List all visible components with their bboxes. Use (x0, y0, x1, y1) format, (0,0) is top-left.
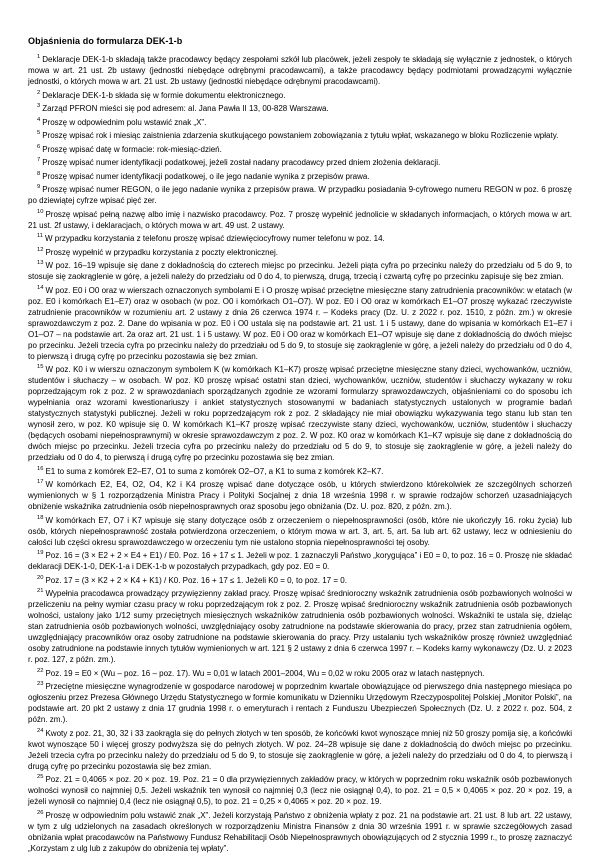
note-number: 9 (37, 184, 41, 191)
note-number: 24 (37, 727, 44, 734)
note-number: 13 (37, 260, 44, 267)
note-number: 10 (37, 208, 44, 215)
footnote (28, 515, 572, 548)
footnote (28, 668, 572, 679)
note-text: Poz. 19 = E0 × (Wu – poz. 16 – poz. 17). Wu = 0,01 w latach 2001–2004, Wu = 0,02 w roku 2005 oraz w latach następnych. (45, 668, 485, 678)
note-text: Deklaracje DEK-1-b składają także pracodawcy będący zespołami szkół lub placówek, jeżeli zespoły te składają się wyłącznie z jednostek, o których mowa w art. 21 ust. 2b ustawy (jednostki niebędące odrębnymi pracodawcami), a także pracodawcy będący podmiotami prowadzącymi wyłącznie jednostki, o których mowa w art. 21 ust. 2b ustawy (jednostki niebędące odrębnymi pracodawcami). (28, 55, 572, 86)
note-text: W przypadku korzystania z telefonu proszę wpisać dziewięciocyfrowy numer telefonu w poz. 14. (45, 234, 385, 243)
footnote (28, 184, 572, 206)
note-text: Proszę wpisać pełną nazwę albo imię i nazwisko pracodawcy. Poz. 7 proszę wypełnić jednolicie w składanych informacjach, o których mowa w art. 21 ust. 2f ustawy, i deklaracjach, o których mowa w art. 49 ust. 2 ustawy. (28, 209, 572, 230)
note-text: W poz. E0 i O0 oraz w wierszach oznaczonych symbolami E i O proszę wpisać przeciętne miesięczne stany zatrudnienia pracowników: w etatach (w poz. E0 i komórkach E1–E7) oraz w osobach (w poz. O0 i komórkach O1–O7). W poz. E0 i O0 oraz w komórkach E1–O7 proszę wykazać rzeczywiste zatrudnienie pracowników w rozumieniu art. 2 ustawy z dnia 26 czerwca 1974 r. – Kodeks pracy (Dz. U. z 2022 r. poz. 1510, z późn. zm.) w okresie sprawozdawczym z poz. 2. Dane do wpisania w poz. E0 i O0 ustala się na podstawie art. 21 ust. 1 i 5 ustawy, dane do wpisania w komórkach E1–E7 i O1–O7 – na podstawie art. 2a oraz art. 21 ust. 1 i 5 ustawy. W poz. E0 i O0 oraz w komórkach E1–O7 wpisuje się dane z dokładnością do dwóch miejsc po przecinku. Jeżeli trzecia cyfra po przecinku należy do przedziału od 5 do 9, to stosuje się zaokrąglenie w górę, a jeżeli należy do przedziału od 0 do 4, to pierwszą i drugą cyfrę po przecinku pozostawia się bez zmian. (28, 285, 572, 361)
footnote (28, 90, 572, 101)
note-number: 8 (37, 170, 41, 177)
note-number: 14 (37, 284, 44, 291)
note-number: 23 (37, 681, 44, 688)
footnote (28, 681, 572, 725)
note-text: Proszę wpisać numer identyfikacji podatkowej, o ile jego nadanie wynika z przepisów prawa. (42, 171, 370, 181)
footnote (28, 103, 572, 114)
note-text: Proszę w odpowiednim polu wstawić znak „X”. Jeżeli korzystają Państwo z obniżenia wpłaty z poz. 21 na podstawie art. 21 ust. 8 lub art. 22 ustawy, w tym z ulg udzielonych na zasadach określonych w rozporządzeniu Ministra Finansów z dnia 30 września 1991 r. w sprawie szczegółowych zasad obniżania wpłat pracodawców na Państwowy Fundusz Rehabilitacji Osób Niepełnosprawnych obowiązujących od 2 stycznia 1999 r., to proszę zaznaczyć „Korzystam z ulg lub z zakupów do obniżenia tej wpłaty”. (28, 810, 572, 853)
note-text: Proszę wpisać datę w formacie: rok-miesiąc-dzień. (42, 144, 222, 154)
note-text: Zarząd PFRON mieści się pod adresem: al. Jana Pawła II 13, 00-828 Warszawa. (42, 104, 329, 113)
notes-list (28, 54, 572, 854)
note-text: Poz. 21 = 0,4065 × poz. 20 × poz. 19. Poz. 21 = 0 dla przywięziennych zakładów pracy, w których w poprzednim roku wskaźnik osób pozbawionych wolności wynosił co najmniej 0,5. Jeżeli wskaźnik ten wynosił co najmniej 0,3 (lecz nie osiągnął 0,4), to poz. 21 = 0,5 × 0,4065 × poz. 20 × poz. 19, a jeżeli wynosił co najmniej 0,4 (lecz nie osiągnął 0,5), to poz. 21 = 0,25 × 0,4065 × poz. 20 × poz. 19. (28, 775, 572, 806)
note-number: 11 (37, 233, 44, 240)
footnote (28, 774, 572, 807)
footnote (28, 130, 572, 141)
note-text: Wypełnia pracodawca prowadzący przywięzienny zakład pracy. Proszę wpisać średnioroczny wskaźnik zatrudnienia osób pozbawionych wolności w przeliczeniu na pełny wymiar czasu pracy w roku poprzedzającym rok z poz. 2. Proszę wpisać średnioroczny wskaźnik zatrudnienia osób pozbawionych wolności, ustalony jako 1/12 sumy przeciętnych miesięcznych wskaźników zatrudnienia osób pozbawionych wolności. Wskaźniki te ustala się, dzieląc stan zatrudnienia osób pozbawionych wolności, uwzględniający osoby zatrudnione na podstawie skierowania do pracy, przez stan zatrudnienia ogółem, uwzględniający pracowników oraz osoby zatrudnione na podstawie skierowania do pracy. Przy ustalaniu tych wskaźników proszę również uwzględniać osoby zatrudnione na podstawie innych tytułów wymienionych w art. 121 § 2 ustawy z dnia 6 czerwca 1997 r. – Kodeks karny wykonawczy (Dz. U. z 2023 r. poz. 127, z późn. zm.). (28, 589, 572, 664)
footnote (28, 209, 572, 231)
note-text: W poz. K0 i w wierszu oznaczonym symbolem K (w komórkach K1–K7) proszę wpisać przeciętne miesięczne stany dzieci, wychowanków, uczniów, studentów i słuchaczy – w osobach. W poz. K0 proszę wpisać ostatni stan dzieci, wychowanków, uczniów, studentów i słuchaczy wykazany w roku poprzedzającym rok z poz. 2 w sprawozdaniach sporządzanych zgodnie ze wzorami formularzy sprawozdawczych, objaśnieniami co do sposobu ich wypełniania oraz wzorami kwestionariuszy i ankiet statystycznych stosowanymi w badaniach statystycznych ustalonych w programie badań statystycznych statystyki publicznej. Jeżeli w roku poprzedzającym rok z poz. 2 składający nie miał obowiązku wykazywania tego stanu lub stan ten wynosił zero, w poz. K0 wpisuje się 0. W komórkach K1–K7 proszę wpisać rzeczywiste stany dzieci, wychowanków, uczniów, studentów i słuchaczy (będących osobami niepełnosprawnymi) w okresie sprawozdawczym z poz. 2. W poz. K0 oraz w komórkach K1–K7 wpisuje się dane z dokładnością do dwóch miejsc po przecinku. Jeżeli trzecia cyfra po przecinku należy do przedziału od 5 do 9, to stosuje się zaokrąglenie w górę, a jeżeli należy do przedziału od 0 do 4, to pierwszą i drugą cyfrę po przecinku pozostawia się bez zmian. (28, 365, 572, 462)
footnote (28, 157, 572, 168)
note-number: 7 (37, 157, 41, 164)
note-text: Proszę wypełnić w przypadku korzystania z poczty elektronicznej. (45, 247, 278, 257)
footnote (28, 171, 572, 182)
note-number: 3 (37, 103, 41, 110)
page-title: Objaśnienia do formularza DEK-1-b (28, 36, 183, 46)
footnote (28, 54, 572, 87)
note-text: E1 to suma z komórek E2–E7, O1 to suma z komórek O2–O7, a K1 to suma z komórek K2–K7. (45, 466, 384, 476)
footnote (28, 550, 572, 572)
note-text: Proszę wpisać numer identyfikacji podatkowej, jeżeli został nadany pracodawcy przed dniem złożenia deklaracji. (42, 158, 441, 167)
footnote (28, 260, 572, 282)
note-text: Kwoty z poz. 21, 30, 32 i 33 zaokrągla się do pełnych złotych w ten sposób, że końcówki kwot wynoszące mniej niż 50 groszy pomija się, a końcówki kwot wynoszące 50 i więcej groszy podwyższa się do pełnych złotych. W poz. 24–28 wpisuje się dane z dokładnością do dwóch miejsc po przecinku. Jeżeli trzecia cyfra po przecinku należy do przedziału od 5 do 9, to stosuje się zaokrąglenie w górę, a jeżeli należy do przedziału od 0 do 4, to pierwszą i drugą cyfrę po przecinku pozostawia się bez zmian. (28, 728, 572, 771)
note-number: 22 (37, 667, 44, 674)
note-number: 12 (37, 246, 44, 253)
note-text: Poz. 16 = (3 × E2 + 2 × E4 + E1) / E0. Poz. 16 + 17 ≤ 1. Jeżeli w poz. 1 zaznaczyli Państwo „korygująca” i E0 = 0, to poz. 16 = 0. Proszę nie składać deklaracji DEK-1-0, DEK-1-a i DEK-1-b w pozostałych przypadkach, gdy poz. E0 = 0. (28, 551, 572, 571)
note-number: 17 (37, 479, 44, 486)
footnote (28, 117, 572, 128)
footnote (28, 466, 572, 477)
note-number: 25 (37, 774, 44, 781)
footnote (28, 728, 572, 772)
footnote (28, 588, 572, 665)
note-number: 1 (37, 54, 41, 61)
note-number: 26 (37, 809, 44, 816)
note-number: 6 (37, 143, 41, 150)
note-number: 2 (37, 89, 41, 96)
note-text: W poz. 16–19 wpisuje się dane z dokładnością do czterech miejsc po przecinku. Jeżeli piąta cyfra po przecinku należy do przedziału od 5 do 9, to stosuje się zaokrąglenie w górę, a jeżeli należy do przedziału od 0 do 4, to pierwszą, drugą, trzecią i czwartą cyfrę po przecinku zapisuje się bez zmian. (28, 261, 572, 281)
note-number: 4 (37, 116, 41, 123)
note-number: 19 (37, 550, 44, 557)
note-number: 18 (37, 514, 44, 521)
note-text: W komórkach E7, O7 i K7 wpisuje się stany dotyczące osób z orzeczeniem o niepełnosprawności (osób, które nie ukończyły 16. roku życia) lub osób, których niepełnosprawność została potwierdzona orzeczeniem, o którym mowa w art. 3, art. 5, art. 5a lub art. 62 ustawy, lecz w odniesieniu do całości lub części okresu sprawozdawczego w orzeczeniu tym nie ustalono stopnia niepełnosprawności tej osoby. (28, 515, 572, 547)
footnote (28, 285, 572, 362)
note-number: 15 (37, 364, 44, 371)
footnote (28, 144, 572, 155)
note-text: W komórkach E2, E4, O2, O4, K2 i K4 proszę wpisać dane dotyczące osób, u których stwierdzono którekolwiek ze szczególnych schorzeń wymienionych w § 1 rozporządzenia Ministra Pracy i Polityki Socjalnej z dnia 18 września 1998 r. w sprawie rodzajów schorzeń uzasadniających obniżenie wskaźnika zatrudnienia osób niepełnosprawnych oraz sposobu jego obniżania (Dz. U. poz. 820, z późn. zm.). (28, 480, 572, 511)
note-text: Proszę w odpowiednim polu wstawić znak „X”. (42, 117, 207, 127)
footnote (28, 810, 572, 854)
note-text: Proszę wpisać numer REGON, o ile jego nadanie wynika z przepisów prawa. W przypadku posiadania 9-cyfrowego numeru REGON w poz. 6 proszę po dziewiątej cyfrze wpisać pięć zer. (28, 185, 572, 205)
note-number: 20 (37, 574, 44, 581)
note-number: 5 (37, 130, 41, 137)
note-number: 16 (37, 465, 44, 472)
footnote (28, 247, 572, 258)
footnote (28, 479, 572, 512)
note-text: Poz. 17 = (3 × K2 + 2 × K4 + K1) / K0. Poz. 16 + 17 ≤ 1. Jeżeli K0 = 0, to poz. 17 = 0. (45, 575, 347, 585)
note-text: Deklaracje DEK-1-b składa się w formie dokumentu elektronicznego. (42, 90, 286, 100)
note-text: Przeciętne miesięczne wynagrodzenie w gospodarce narodowej w poprzednim kwartale obowiązujące od pierwszego dnia następnego miesiąca po ogłoszeniu przez Prezesa Głównego Urzędu Statystycznego w formie komunikatu w Dzienniku Urzędowym Rzeczypospolitej Polskiej „Monitor Polski”, na podstawie art. 20 pkt 2 ustawy z dnia 17 grudnia 1998 r. o emeryturach i rentach z Funduszu Ubezpieczeń Społecznych (Dz. U. z 2022 r. poz. 504, z późn. zm.). (28, 682, 572, 724)
footnote (28, 575, 572, 586)
note-number: 21 (37, 588, 44, 595)
footnote (28, 233, 572, 244)
footnote (28, 364, 572, 463)
note-text: Proszę wpisać rok i miesiąc zaistnienia zdarzenia skutkującego powstaniem zobowiązania z tytułu wpłat, wskazanego w bloku Rozliczenie wpłaty. (42, 131, 559, 140)
